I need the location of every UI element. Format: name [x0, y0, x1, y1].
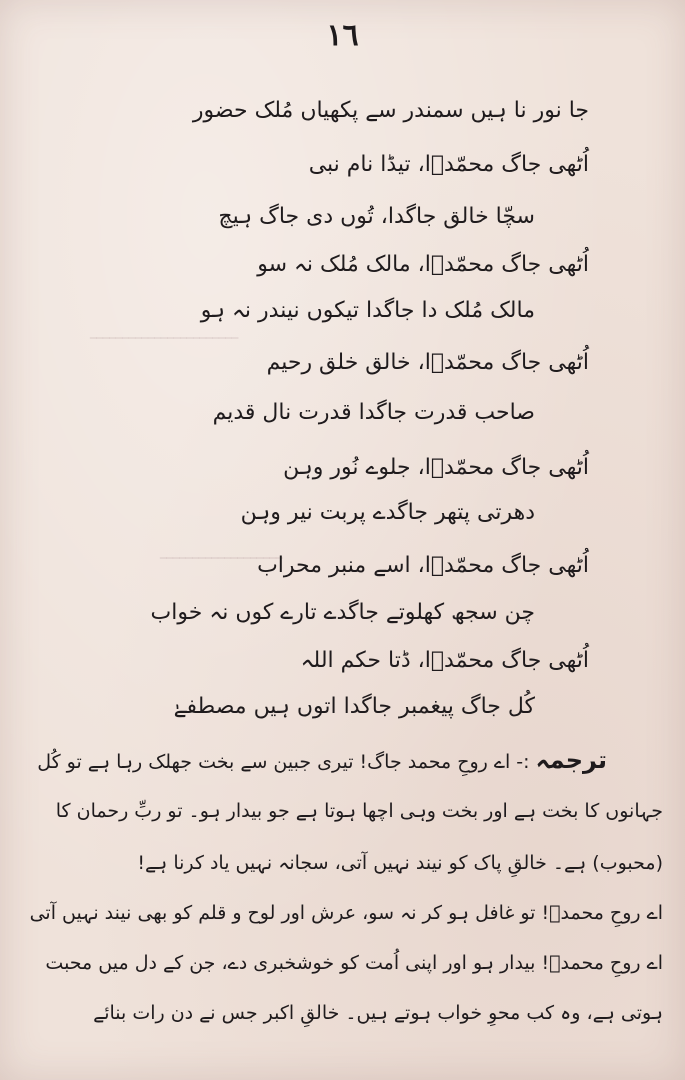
verse-line-7: صاحب قدرت جاگدا قدرت نال قدیم — [212, 400, 535, 425]
translation-line-4: اے روحِ محمدؐ! تو غافل ہو کر نہ سو، عرش اور لوح و قلم کو بھی نیند نہیں آتی — [29, 902, 663, 924]
translation-label: ترجمہ — [535, 746, 607, 774]
translation-line-2: جہانوں کا بخت ہے اور بخت وہی اچھا ہوتا ہے جو بیدار ہو۔ تو ربِّ رحمان کا — [55, 800, 663, 822]
translation-line-3: (محبوب) ہے۔ خالقِ پاک کو نیند نہیں آتی، سجانہ نہیں یاد کرنا ہے! — [137, 852, 663, 874]
translation-line-5: اے روحِ محمدؐ! بیدار ہو اور اپنی اُمت کو خوشخبری دے، جن کے دل میں محبت — [45, 952, 663, 974]
translation-line-1 — [37, 746, 607, 774]
verse-line-13: کُل جاگ پیغمبر جاگدا اتوں ہیں مصطفےٰ — [173, 694, 535, 719]
verse-line-9: دھرتی پتھر جاگدے پربت نیر وہن — [240, 500, 535, 525]
verse-line-8: اُٹھی جاگ محمّدؐا، جلوے نُور وہن — [283, 455, 589, 480]
translation-line-6: ہوتی ہے، وہ کب محوِ خواب ہوتے ہیں۔ خالقِ اکبر جس نے دن رات بنائے — [93, 1002, 663, 1024]
verse-line-11: چن سجھ کھلوتے جاگدے تارے کوں نہ خواب — [150, 600, 535, 625]
verse-line-10: اُٹھی جاگ محمّدؐا، اسے منبر محراب — [257, 553, 589, 578]
verse-line-5: مالک مُلک دا جاگدا تیکوں نیندر نہ ہو — [200, 298, 535, 323]
translation-text: :- اے روحِ محمد جاگ! تیری جبین سے بخت جھلک رہا ہے تو کُل — [37, 751, 530, 773]
show-through-decoration: ـــــــــــــــــــ — [160, 540, 283, 565]
show-through-decoration: ـــــــــــــــــــــــ — [90, 320, 239, 345]
verse-line-1: جا نور نا ہیں سمندر سے پکھیاں مُلک حضور — [192, 98, 589, 123]
verse-line-12: اُٹھی جاگ محمّدؐا، ڈتا حکم اللہ — [300, 648, 589, 673]
verse-line-4: اُٹھی جاگ محمّدؐا، مالک مُلک نہ سو — [257, 252, 589, 277]
verse-line-3: سچّا خالق جاگدا، تُوں دی جاگ ہیچ — [218, 204, 535, 229]
verse-line-6: اُٹھی جاگ محمّدؐا، خالق خلق رحیم — [266, 350, 589, 375]
verse-line-2: اُٹھی جاگ محمّدؐا، تیڈا نام نبی — [308, 152, 589, 177]
page-number: ١٦ — [326, 18, 359, 53]
